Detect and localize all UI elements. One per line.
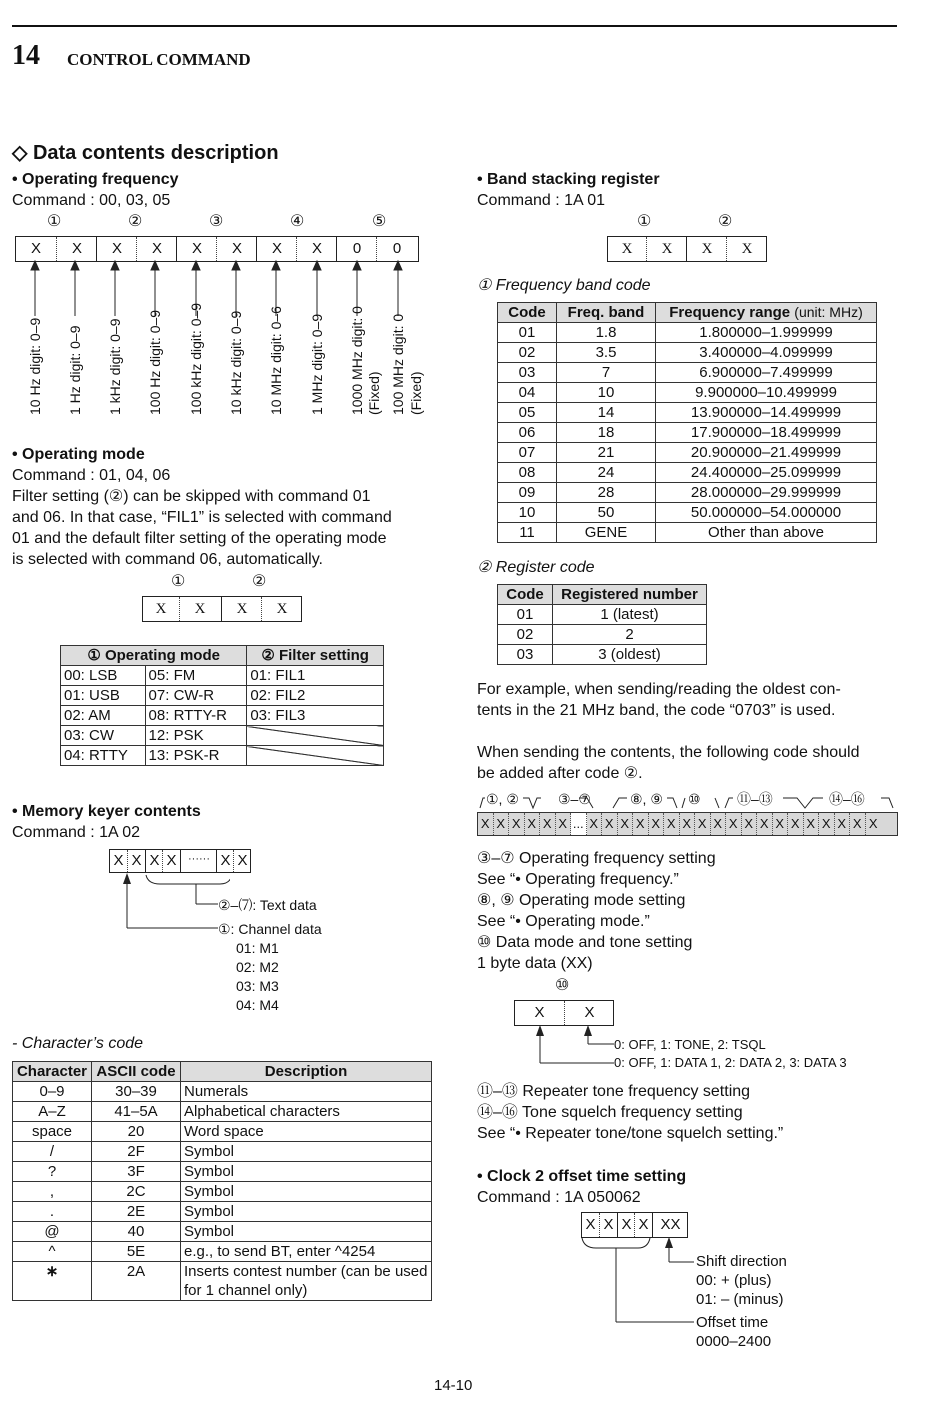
- cell: 03: FIL3: [247, 706, 384, 726]
- bs-cell: X: [686, 237, 727, 261]
- reg-cell: X: [649, 813, 665, 835]
- table-row: [13, 1242, 432, 1262]
- tone-arrows: [530, 1022, 620, 1072]
- sending-line: When sending the contents, the following code should: [477, 744, 860, 761]
- reg-cell: X: [695, 813, 711, 835]
- cell: ?: [13, 1162, 92, 1182]
- header-rule: [12, 25, 897, 27]
- cell: Other than above: [656, 523, 877, 543]
- freq-label: 100 Hz digit: 0–9: [147, 309, 163, 415]
- table-row: [61, 686, 384, 706]
- col-header: Description: [181, 1062, 432, 1082]
- reg-cell: X: [587, 813, 603, 835]
- cell: 07: CW-R: [145, 686, 247, 706]
- freq-cell: X: [176, 237, 217, 261]
- reg-cell: X: [757, 813, 773, 835]
- memkeyer-command: Command : 1A 02: [12, 824, 141, 841]
- reg-cell: X: [664, 813, 680, 835]
- cell: Symbol: [181, 1202, 432, 1222]
- freq-label-fixed: (Fixed): [408, 371, 424, 415]
- example-line: For example, when sending/reading the oldest con-: [477, 681, 841, 698]
- reg-cell: X: [494, 813, 510, 835]
- cell: 05: [498, 403, 557, 423]
- op-mode-table: [60, 645, 384, 766]
- cell: 02: AM: [61, 706, 146, 726]
- cell: 50.000000–54.000000: [656, 503, 877, 523]
- table-row: [61, 706, 384, 726]
- desc2-line: ⑪–⑬ Repeater tone frequency setting: [477, 1083, 751, 1100]
- empty-cell: [247, 746, 384, 766]
- cell: 24.400000–25.099999: [656, 463, 877, 483]
- circle-4: ④: [290, 213, 305, 230]
- cell: Symbol: [181, 1182, 432, 1202]
- cell: 10: [498, 503, 557, 523]
- col-header: ASCII code: [92, 1062, 181, 1082]
- reg-cell: X: [742, 813, 758, 835]
- cell: 2E: [92, 1202, 181, 1222]
- table-row: [13, 1182, 432, 1202]
- table-row: [61, 746, 384, 766]
- clock-cell: X: [585, 1216, 596, 1233]
- mk-cell-dots: ······: [180, 850, 217, 872]
- cell: 2A: [92, 1262, 181, 1301]
- col-header: Character: [13, 1062, 92, 1082]
- register-code-table: [497, 584, 707, 665]
- offset-range: 0000–2400: [696, 1333, 772, 1350]
- op-freq-arrows: [0, 258, 440, 318]
- table-row: [498, 605, 707, 625]
- mk-cell: X: [216, 850, 234, 872]
- mk-cell: X: [233, 850, 251, 872]
- data-label: 0: OFF, 1: DATA 1, 2: DATA 2, 3: DATA 3: [614, 1055, 847, 1070]
- reg-cell: X: [540, 813, 556, 835]
- cell: 11: [498, 523, 557, 543]
- clock-lines: [578, 1234, 698, 1334]
- circle-3: ③: [209, 213, 224, 230]
- freq-cell: 0: [336, 237, 377, 261]
- cell: 2: [553, 625, 707, 645]
- cell: A–Z: [13, 1102, 92, 1122]
- cell: 41–5A: [92, 1102, 181, 1122]
- mk-cell: X: [127, 850, 145, 872]
- table-row: [498, 463, 877, 483]
- freq-cell: X: [96, 237, 137, 261]
- freq-band-code-title: ① Frequency band code: [477, 277, 651, 294]
- tone-circle: ⑩: [555, 977, 570, 994]
- mode-cell: X: [179, 597, 220, 621]
- channel-m2: 02: M2: [236, 959, 279, 975]
- empty-cell: [247, 726, 384, 746]
- freq-label: 1 kHz digit: 0–9: [107, 318, 123, 415]
- cell: 18: [557, 423, 656, 443]
- cell: 5E: [92, 1242, 181, 1262]
- reg-cell: X: [819, 813, 835, 835]
- cell: 0–9: [13, 1082, 92, 1102]
- group-label: ①, ②: [486, 791, 519, 807]
- cell: 1 (latest): [553, 605, 707, 625]
- clock-cell: X: [617, 1213, 635, 1237]
- channel-m1: 01: M1: [236, 940, 279, 956]
- table-row: [498, 443, 877, 463]
- cell: 28.000000–29.999999: [656, 483, 877, 503]
- band-stack-command: Command : 1A 01: [477, 192, 606, 209]
- cell: 04: RTTY: [61, 746, 146, 766]
- cell: 3.5: [557, 343, 656, 363]
- cell: 28: [557, 483, 656, 503]
- desc-line: ⑩ Data mode and tone setting: [477, 934, 693, 951]
- freq-band-table: [497, 302, 877, 543]
- group-label: ⑧, ⑨: [630, 791, 663, 807]
- band-stack-title: • Band stacking register: [477, 171, 660, 188]
- cell: 03: CW: [61, 726, 146, 746]
- freq-cell: X: [56, 237, 97, 261]
- reg-cell: X: [680, 813, 696, 835]
- freq-cell: X: [216, 237, 257, 261]
- cell: 08: [498, 463, 557, 483]
- page-footer: 14-10: [434, 1377, 473, 1394]
- reg-cell: X: [835, 813, 851, 835]
- reg-cell: X: [804, 813, 820, 835]
- cell: 05: FM: [145, 666, 247, 686]
- clock-title: • Clock 2 offset time setting: [477, 1168, 687, 1185]
- cell: 7: [557, 363, 656, 383]
- freq-cell: 0: [376, 237, 417, 261]
- reg-cell: X: [602, 813, 618, 835]
- table-row: [61, 666, 384, 686]
- cell: 13.900000–14.499999: [656, 403, 877, 423]
- bs-cell: X: [646, 237, 687, 261]
- freq-cell: X: [136, 237, 177, 261]
- bs-circle-1: ①: [637, 213, 652, 230]
- op-mode-title: • Operating mode: [12, 446, 145, 463]
- col-header: Freq. band: [557, 303, 656, 323]
- cell: 3F: [92, 1162, 181, 1182]
- clock-cell: X: [599, 1213, 617, 1237]
- bs-cell: X: [621, 241, 633, 257]
- table-row: [498, 645, 707, 665]
- cell: 6.900000–7.499999: [656, 363, 877, 383]
- mode-circle-1: ①: [171, 573, 186, 590]
- cell: /: [13, 1142, 92, 1162]
- para-line: Filter setting (②) can be skipped with command 01: [12, 488, 371, 505]
- cell: 01: [498, 323, 557, 343]
- cell: 13: PSK-R: [145, 746, 247, 766]
- reg-cell-dots: ...: [571, 813, 587, 835]
- bs-circle-2: ②: [718, 213, 733, 230]
- op-mode-box: [142, 596, 302, 622]
- cell: 2F: [92, 1142, 181, 1162]
- table-row: [13, 1122, 432, 1142]
- mk-cell: X: [145, 850, 163, 872]
- cell: 10: [557, 383, 656, 403]
- table-row: [13, 1162, 432, 1182]
- col-header: [656, 303, 877, 323]
- memkeyer-lines: [100, 870, 230, 940]
- shift-direction: Shift direction: [696, 1253, 787, 1270]
- group-label: ⑪–⑬: [737, 791, 773, 807]
- circle-2: ②: [128, 213, 143, 230]
- cell: ^: [13, 1242, 92, 1262]
- desc-line: ③–⑦ Operating frequency setting: [477, 850, 716, 867]
- section-title: CONTROL COMMAND: [67, 50, 251, 69]
- offset-time: Offset time: [696, 1314, 769, 1331]
- cell: 2C: [92, 1182, 181, 1202]
- freq-label: 100 kHz digit: 0–9: [188, 302, 204, 415]
- cell: 20: [92, 1122, 181, 1142]
- cell: Word space: [181, 1122, 432, 1142]
- reg-cell: X: [773, 813, 789, 835]
- mode-circle-2: ②: [252, 573, 267, 590]
- circle-5: ⑤: [372, 213, 387, 230]
- reg-cell: X: [850, 813, 866, 835]
- cell: 3.400000–4.099999: [656, 343, 877, 363]
- cell: Symbol: [181, 1222, 432, 1242]
- cell: 24: [557, 463, 656, 483]
- mode-cell: X: [221, 597, 262, 621]
- reg-cell: X: [478, 813, 494, 835]
- freq-cell: X: [30, 240, 41, 257]
- cell: 14: [557, 403, 656, 423]
- para-line: is selected with command 06, automatically.: [12, 551, 323, 568]
- table-row: [13, 1142, 432, 1162]
- cell: 21: [557, 443, 656, 463]
- shift-minus: 01: – (minus): [696, 1291, 784, 1308]
- table-row: [498, 423, 877, 443]
- table-row: [13, 1082, 432, 1102]
- cell: 09: [498, 483, 557, 503]
- mode-cell: X: [261, 597, 302, 621]
- reg-cell: X: [618, 813, 634, 835]
- cell: 00: LSB: [61, 666, 146, 686]
- cell: 03: [498, 645, 553, 665]
- reg-cell: X: [525, 813, 541, 835]
- col-header: Registered number: [553, 585, 707, 605]
- table-row: [498, 483, 877, 503]
- bs-cell: X: [726, 237, 767, 261]
- cell: .: [13, 1202, 92, 1222]
- table-row: [61, 726, 384, 746]
- sending-line: be added after code ②.: [477, 765, 643, 782]
- table-row: [498, 323, 877, 343]
- mode-header: ① Operating mode: [61, 646, 247, 666]
- cell: ∗: [13, 1262, 92, 1301]
- reg-cell: X: [509, 813, 525, 835]
- reg-cell: X: [788, 813, 804, 835]
- shift-plus: 00: + (plus): [696, 1272, 772, 1289]
- table-row: [498, 503, 877, 523]
- desc-line: ⑧, ⑨ Operating mode setting: [477, 892, 686, 909]
- clock-cell: XX: [652, 1213, 688, 1237]
- cell: 9.900000–10.499999: [656, 383, 877, 403]
- para-line: and 06. In that case, “FIL1” is selected with command: [12, 509, 392, 526]
- tone-cell: X: [534, 1004, 545, 1021]
- freq-cell: X: [296, 237, 337, 261]
- example-line: tents in the 21 MHz band, the code “0703” is used.: [477, 702, 836, 719]
- channel-m4: 04: M4: [236, 997, 279, 1013]
- cell: Symbol: [181, 1142, 432, 1162]
- cell: 01: [498, 605, 553, 625]
- register-code-title: ② Register code: [477, 559, 595, 576]
- table-row: [13, 1222, 432, 1242]
- filter-header: ② Filter setting: [247, 646, 384, 666]
- reg-cell: X: [868, 816, 878, 831]
- cell: 08: RTTY-R: [145, 706, 247, 726]
- reg-cell: X: [633, 813, 649, 835]
- cell: 01: FIL1: [247, 666, 384, 686]
- circle-1: ①: [47, 213, 62, 230]
- reg-cell: X: [556, 813, 572, 835]
- desc2-line: See “• Repeater tone/tone squelch setting.”: [477, 1125, 784, 1142]
- op-freq-title: • Operating frequency: [12, 171, 179, 188]
- table-row: [498, 343, 877, 363]
- freq-label-fixed: (Fixed): [366, 371, 382, 415]
- freq-label: 100 MHz digit: 0: [390, 313, 406, 415]
- cell: 06: [498, 423, 557, 443]
- group-label: ⑭–⑯: [829, 791, 865, 807]
- cell: 01: USB: [61, 686, 146, 706]
- cell: 17.900000–18.499999: [656, 423, 877, 443]
- cell: 02: FIL2: [247, 686, 384, 706]
- cell: Inserts contest number (can be used for 1 channel only): [181, 1262, 432, 1301]
- charcode-title: - Character’s code: [12, 1035, 144, 1052]
- freq-label: 1 MHz digit: 0–9: [309, 313, 325, 415]
- cell: Symbol: [181, 1162, 432, 1182]
- tone-cell: X: [564, 1001, 614, 1025]
- cell: 03: [498, 363, 557, 383]
- cell: Numerals: [181, 1082, 432, 1102]
- desc-line: 1 byte data (XX): [477, 955, 593, 972]
- desc2-line: ⑭–⑯ Tone squelch frequency setting: [477, 1104, 743, 1121]
- band-stack-box: [607, 236, 767, 262]
- register-code-strip: [477, 812, 898, 836]
- reg-cell: X: [726, 813, 742, 835]
- para-line: 01 and the default filter setting of the operating mode: [12, 530, 387, 547]
- cell: 12: PSK: [145, 726, 247, 746]
- table-row: [498, 363, 877, 383]
- cell: 40: [92, 1222, 181, 1242]
- page-number: 14: [12, 40, 40, 71]
- group-label: ⑩: [688, 791, 701, 807]
- table-row: [13, 1262, 432, 1301]
- mode-cell: X: [155, 601, 167, 617]
- cell: 02: [498, 625, 553, 645]
- cell: 20.900000–21.499999: [656, 443, 877, 463]
- col-header: Code: [498, 585, 553, 605]
- freq-label: 10 kHz digit: 0–9: [228, 310, 244, 415]
- freq-label: 10 Hz digit: 0–9: [27, 317, 43, 415]
- channel-data-label: ①: Channel data: [218, 921, 322, 937]
- cell: 3 (oldest): [553, 645, 707, 665]
- freq-label: 1000 MHz digit: 0: [349, 306, 365, 415]
- table-row: [498, 383, 877, 403]
- group-label: ③–⑦: [558, 791, 591, 807]
- cell: 07: [498, 443, 557, 463]
- cell: 02: [498, 343, 557, 363]
- clock-command: Command : 1A 050062: [477, 1189, 641, 1206]
- freq-label: 10 MHz digit: 0–6: [268, 306, 284, 415]
- charcode-table: [12, 1061, 432, 1301]
- tone-label: 0: OFF, 1: TONE, 2: TSQL: [614, 1037, 766, 1052]
- desc-line: See “• Operating mode.”: [477, 913, 650, 930]
- op-freq-command: Command : 00, 03, 05: [12, 192, 171, 209]
- table-row: [498, 403, 877, 423]
- cell: @: [13, 1222, 92, 1242]
- memkeyer-title: • Memory keyer contents: [12, 803, 201, 820]
- cell: GENE: [557, 523, 656, 543]
- col-header: Code: [498, 303, 557, 323]
- table-row: [13, 1202, 432, 1222]
- cell: 1.8: [557, 323, 656, 343]
- desc-line: See “• Operating frequency.”: [477, 871, 679, 888]
- freq-label: 1 Hz digit: 0–9: [67, 325, 83, 415]
- reg-cell: X: [711, 813, 727, 835]
- cell: 04: [498, 383, 557, 403]
- cell: ,: [13, 1182, 92, 1202]
- mk-cell: X: [113, 852, 124, 869]
- text-data-label: ②–⑺: Text data: [218, 897, 317, 913]
- channel-m3: 03: M3: [236, 978, 279, 994]
- cell: e.g., to send BT, enter ^4254: [181, 1242, 432, 1262]
- unit-header: (unit: MHz): [794, 304, 863, 320]
- freq-cell: X: [256, 237, 297, 261]
- clock-cell: X: [634, 1213, 652, 1237]
- main-title: ◇ Data contents description: [12, 142, 279, 164]
- table-row: [498, 523, 877, 543]
- op-mode-command: Command : 01, 04, 06: [12, 467, 171, 484]
- range-header: Frequency range: [669, 304, 791, 321]
- cell: 30–39: [92, 1082, 181, 1102]
- cell: 1.800000–1.999999: [656, 323, 877, 343]
- mk-cell: X: [162, 850, 180, 872]
- table-row: [13, 1102, 432, 1122]
- cell: Alphabetical characters: [181, 1102, 432, 1122]
- cell: space: [13, 1122, 92, 1142]
- table-row: [498, 625, 707, 645]
- cell: 50: [557, 503, 656, 523]
